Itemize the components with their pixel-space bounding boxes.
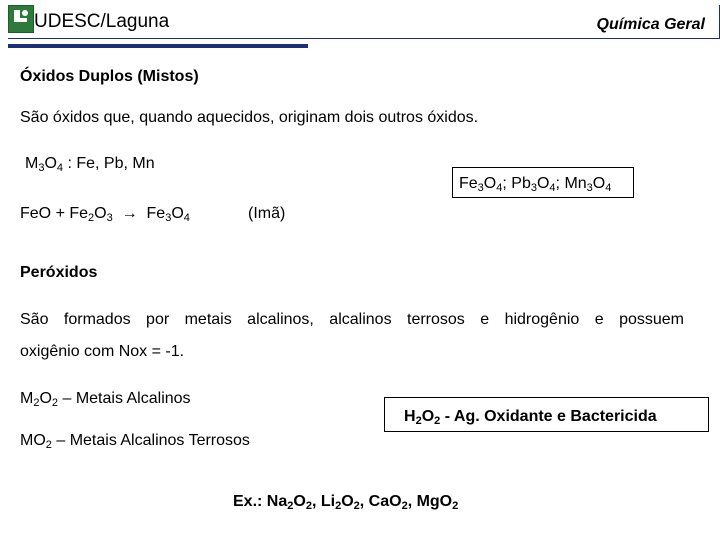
- header-divider: [8, 38, 720, 39]
- reaction-note: (Imã): [248, 205, 286, 222]
- course-title: Química Geral: [596, 16, 705, 33]
- mixed-oxides-heading: Óxidos Duplos (Mistos): [20, 68, 199, 85]
- header-accent-bar: [8, 44, 308, 48]
- mixed-oxides-examples: $Fe_3O_4$; $Pb_3O_4$; $Mn_3O_4$: [459, 175, 612, 194]
- peroxides-heading: Peróxidos: [20, 264, 98, 281]
- brand-name: UDESC/Laguna: [34, 11, 170, 32]
- mixed-oxides-formula: $M_3O_4$ : Fe, Pb, Mn: [25, 155, 155, 174]
- peroxides-definition-line2: oxigênio com Nox = -1.: [20, 343, 185, 360]
- udesc-logo-icon: [8, 5, 34, 33]
- peroxides-examples: Ex.: $Na_2O_2$, $Li_2O_2$, CaO$_2$, MgO$_2$: [233, 493, 459, 512]
- mixed-oxides-definition: São óxidos que, quando aquecidos, originam dois outros óxidos.: [20, 109, 479, 126]
- mixed-oxides-reaction: FeO + $Fe_2O_3 \to Fe_3O_4$: [20, 205, 190, 224]
- arrow-icon: →: [121, 205, 138, 222]
- peroxides-definition-line1: São formados por metais alcalinos, alcalinos terrosos e hidrogênio e possuem: [20, 311, 684, 328]
- peroxides-alkaline-earth: $MO_2$ – Metais Alcalinos Terrosos: [20, 432, 250, 451]
- peroxides-alkali: $M_2O_2$ – Metais Alcalinos: [20, 390, 191, 409]
- h2o2-description: $H_2O_2$ - Ag. Oxidante e Bactericida: [404, 408, 657, 427]
